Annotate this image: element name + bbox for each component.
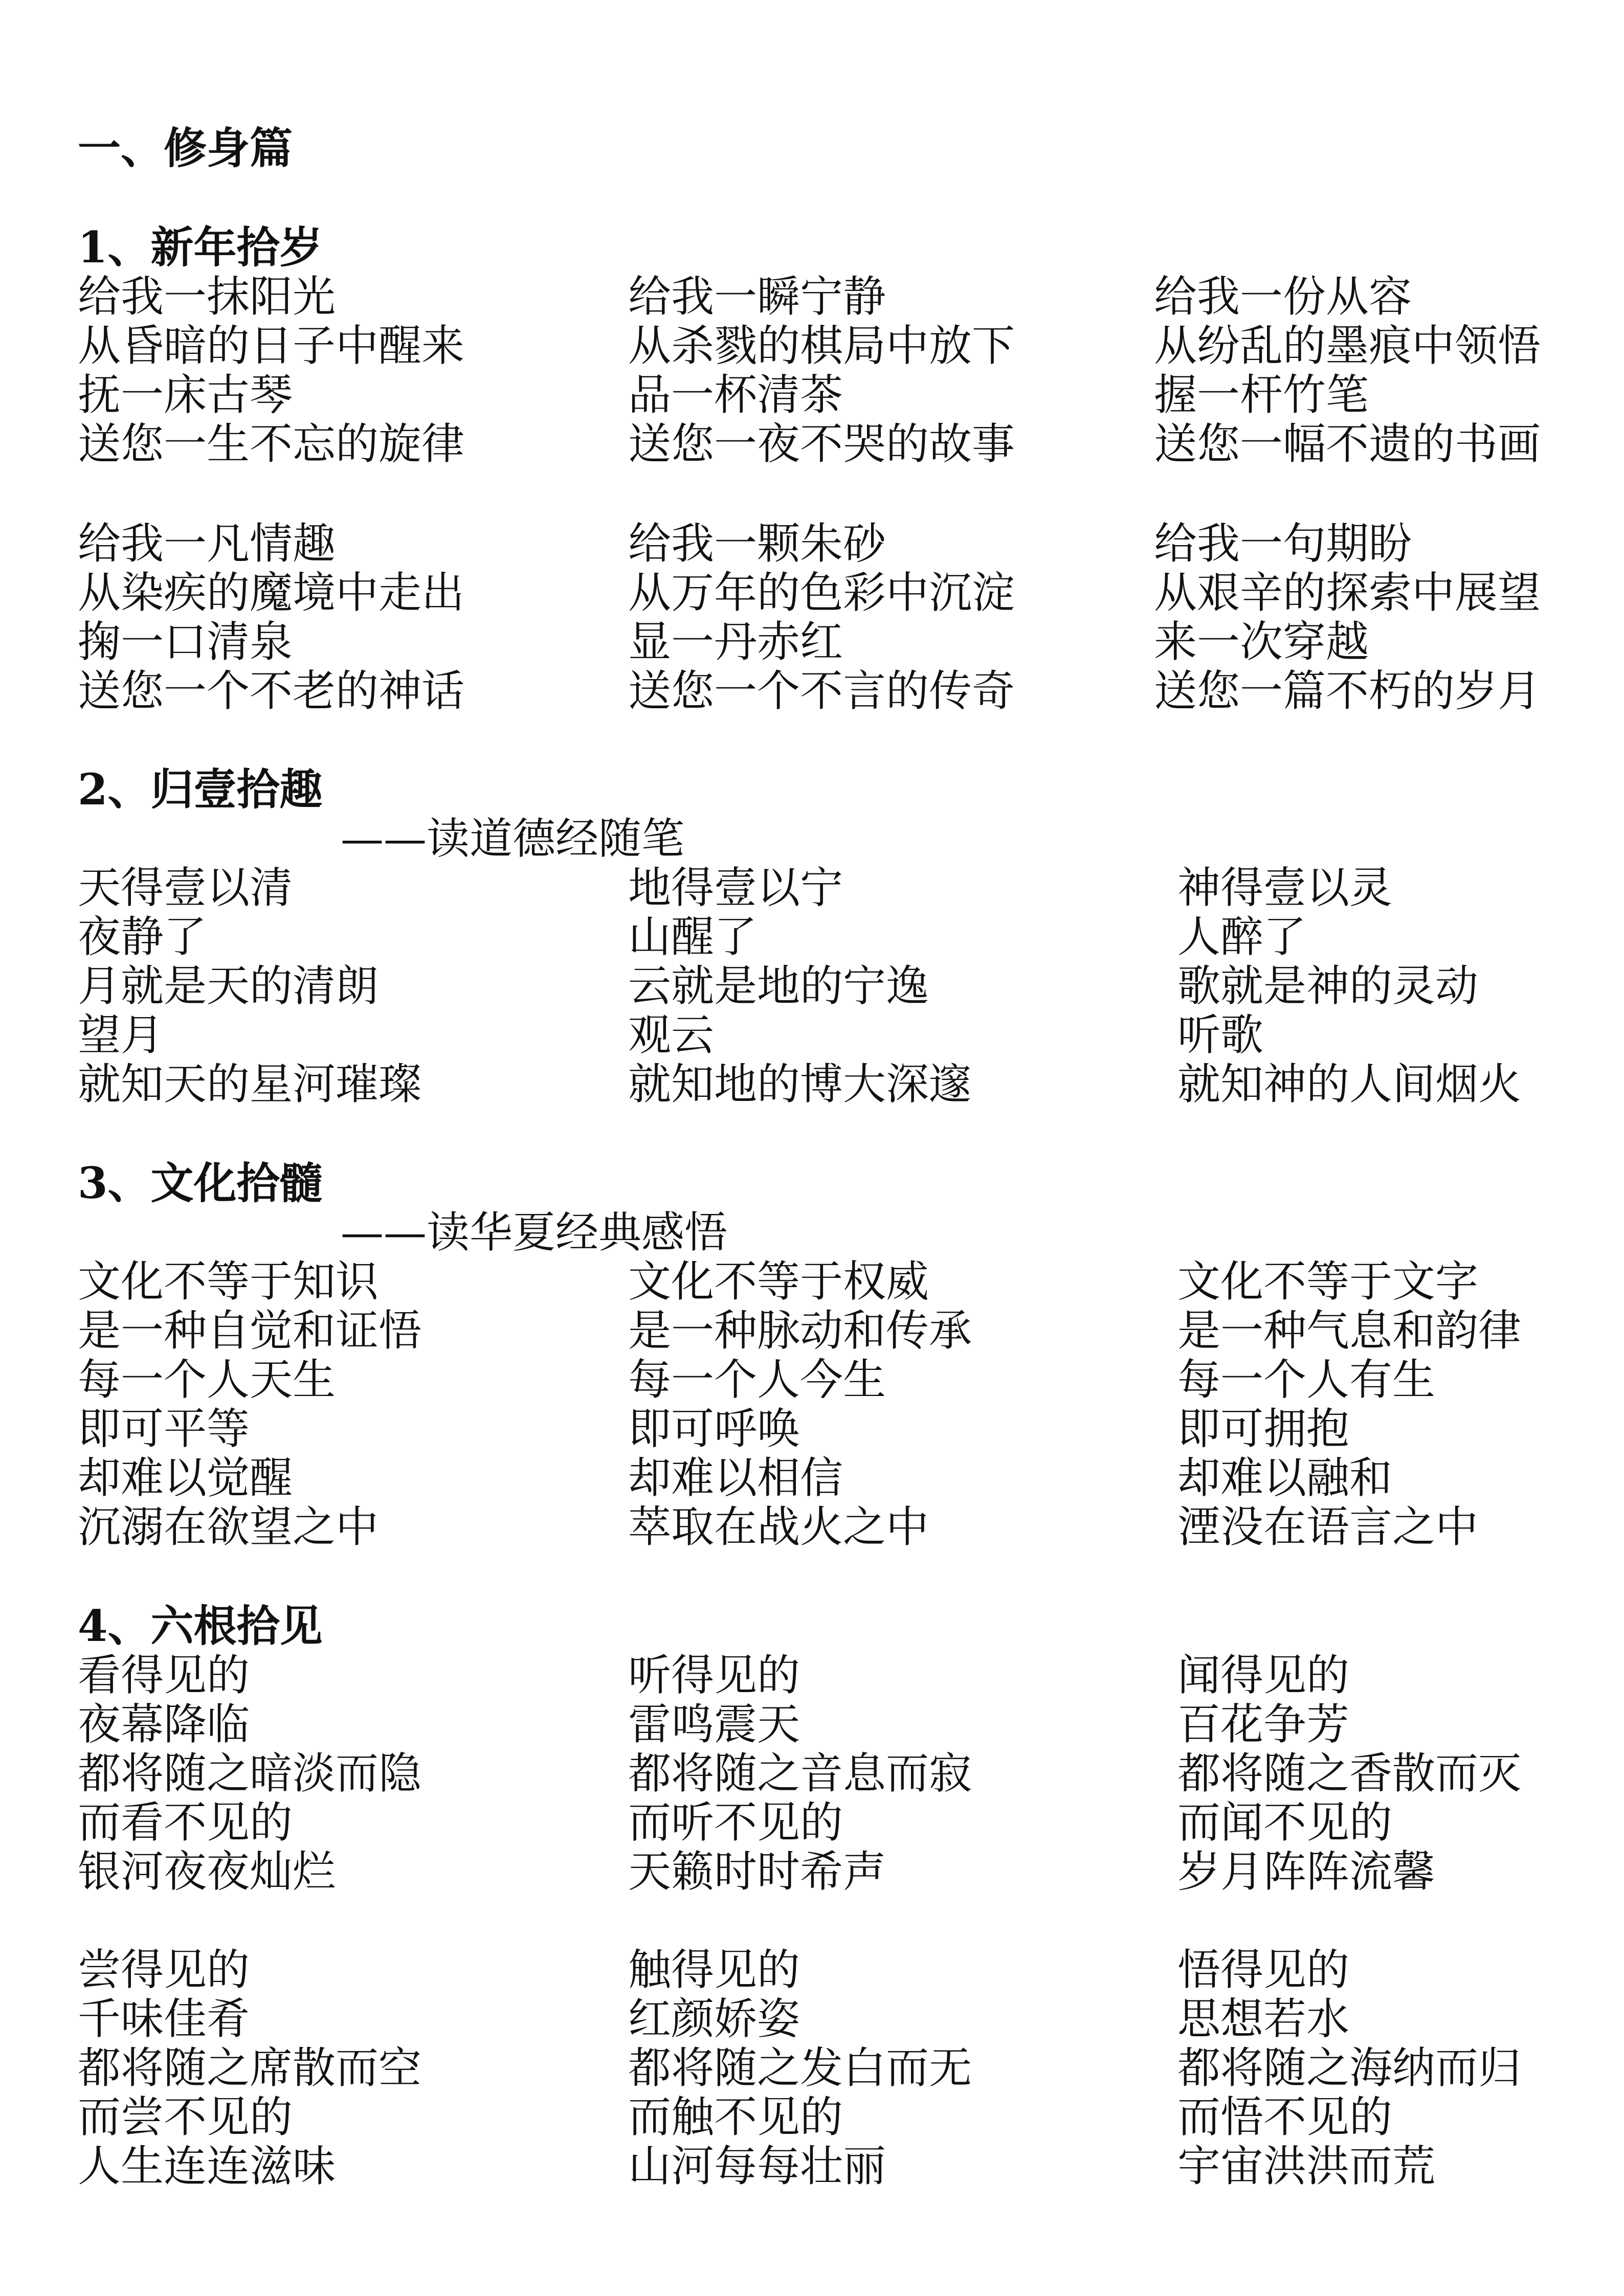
section-subtitle: ——读道德经随笔 [341, 814, 685, 864]
verse-line: 是一种气息和韵律 [1177, 1305, 1522, 1356]
verse-line: 夜静了 [78, 912, 207, 962]
verse-line: 望月 [78, 1010, 164, 1060]
verse-line: 是一种脉动和传承 [628, 1305, 972, 1356]
verse-line: 却难以相信 [628, 1453, 843, 1503]
verse-line: 即可平等 [78, 1404, 250, 1454]
verse-line: 而触不见的 [628, 2092, 843, 2142]
verse-line: 银河夜夜灿烂 [78, 1847, 336, 1897]
verse-line: 雷鸣震天 [628, 1699, 800, 1749]
verse-line: 云就是地的宁逸 [628, 961, 929, 1011]
verse-line: 送您一幅不遗的书画 [1154, 419, 1541, 469]
verse-line: 看得见的 [78, 1650, 250, 1700]
verse-line: 而闻不见的 [1177, 1797, 1393, 1848]
verse-line: 是一种自觉和证悟 [78, 1305, 422, 1356]
verse-line: 每一个人天生 [78, 1355, 336, 1405]
verse-line: 都将随之席散而空 [78, 2043, 422, 2093]
verse-line: 山河每每壮丽 [628, 2141, 886, 2191]
verse-line: 从杀戮的棋局中放下 [628, 321, 1015, 371]
section-title: 4、六根拾见 [78, 1601, 323, 1651]
verse-line: 给我一凡情趣 [78, 519, 336, 569]
verse-line: 从艰辛的探索中展望 [1154, 568, 1541, 618]
verse-line: 给我一颗朱砂 [628, 519, 886, 569]
verse-line: 却难以融和 [1177, 1453, 1393, 1503]
part-title: 一、修身篇 [78, 123, 293, 173]
verse-line: 百花争芳 [1177, 1699, 1350, 1749]
verse-line: 却难以觉醒 [78, 1453, 293, 1503]
verse-line: 都将随之发白而无 [628, 2043, 972, 2093]
verse-line: 山醒了 [628, 912, 758, 962]
verse-line: 即可拥抱 [1177, 1404, 1350, 1454]
verse-line: 送您一夜不哭的故事 [628, 419, 1015, 469]
verse-line: 就知地的博大深邃 [628, 1059, 972, 1109]
verse-line: 尝得见的 [78, 1945, 250, 1995]
verse-line: 天得壹以清 [78, 863, 293, 913]
verse-line: 从昏暗的日子中醒来 [78, 321, 465, 371]
verse-line: 送您一个不言的传奇 [628, 666, 1015, 716]
section-title: 3、文化拾髓 [78, 1158, 323, 1208]
verse-line: 听歌 [1177, 1010, 1264, 1060]
verse-line: 给我一抹阳光 [78, 272, 336, 322]
verse-line: 思想若水 [1177, 1994, 1350, 2044]
verse-line: 就知天的星河璀璨 [78, 1059, 422, 1109]
verse-line: 都将随之香散而灭 [1177, 1748, 1522, 1798]
verse-line: 而悟不见的 [1177, 2092, 1393, 2142]
verse-line: 文化不等于知识 [78, 1256, 379, 1307]
verse-line: 人醉了 [1177, 912, 1307, 962]
verse-line: 沉溺在欲望之中 [78, 1502, 379, 1552]
verse-line: 神得壹以灵 [1177, 863, 1393, 913]
verse-line: 悟得见的 [1177, 1945, 1350, 1995]
verse-line: 掬一口清泉 [78, 617, 293, 667]
verse-line: 歌就是神的灵动 [1177, 961, 1479, 1011]
verse-line: 宇宙洪洪而荒 [1177, 2141, 1436, 2191]
verse-line: 品一杯清茶 [628, 370, 843, 420]
verse-line: 都将随之暗淡而隐 [78, 1748, 422, 1798]
verse-line: 即可呼唤 [628, 1404, 800, 1454]
verse-line: 湮没在语言之中 [1177, 1502, 1479, 1552]
verse-line: 都将随之音息而寂 [628, 1748, 972, 1798]
verse-line: 文化不等于文字 [1177, 1256, 1479, 1307]
verse-line: 握一杆竹笔 [1154, 370, 1369, 420]
verse-line: 岁月阵阵流馨 [1177, 1847, 1436, 1897]
verse-line: 闻得见的 [1177, 1650, 1350, 1700]
verse-line: 萃取在战火之中 [628, 1502, 929, 1552]
verse-line: 人生连连滋味 [78, 2141, 336, 2191]
verse-line: 触得见的 [628, 1945, 800, 1995]
verse-line: 观云 [628, 1010, 715, 1060]
verse-line: 送您一生不忘的旋律 [78, 419, 465, 469]
verse-line: 显一丹赤红 [628, 617, 843, 667]
verse-line: 给我一份从容 [1154, 272, 1412, 322]
verse-line: 都将随之海纳而归 [1177, 2043, 1522, 2093]
verse-line: 每一个人有生 [1177, 1355, 1436, 1405]
verse-line: 而尝不见的 [78, 2092, 293, 2142]
verse-line: 从万年的色彩中沉淀 [628, 568, 1015, 618]
verse-line: 从染疾的魔境中走出 [78, 568, 465, 618]
verse-line: 文化不等于权威 [628, 1256, 929, 1307]
verse-line: 给我一句期盼 [1154, 519, 1412, 569]
verse-line: 天籁时时希声 [628, 1847, 886, 1897]
verse-line: 从纷乱的墨痕中领悟 [1154, 321, 1541, 371]
section-title: 2、归壹拾趣 [78, 764, 323, 815]
verse-line: 而看不见的 [78, 1797, 293, 1848]
verse-line: 送您一篇不朽的岁月 [1154, 666, 1541, 716]
verse-line: 来一次穿越 [1154, 617, 1369, 667]
verse-line: 送您一个不老的神话 [78, 666, 465, 716]
verse-line: 夜幕降临 [78, 1699, 250, 1749]
verse-line: 就知神的人间烟火 [1177, 1059, 1522, 1109]
verse-line: 听得见的 [628, 1650, 800, 1700]
section-subtitle: ——读华夏经典感悟 [341, 1207, 728, 1257]
verse-line: 而听不见的 [628, 1797, 843, 1848]
verse-line: 月就是天的清朗 [78, 961, 379, 1011]
verse-line: 抚一床古琴 [78, 370, 293, 420]
verse-line: 千味佳肴 [78, 1994, 250, 2044]
verse-line: 每一个人今生 [628, 1355, 886, 1405]
section-title: 1、新年拾岁 [78, 222, 323, 273]
verse-line: 给我一瞬宁静 [628, 272, 886, 322]
verse-line: 地得壹以宁 [628, 863, 843, 913]
verse-line: 红颜娇姿 [628, 1994, 800, 2044]
